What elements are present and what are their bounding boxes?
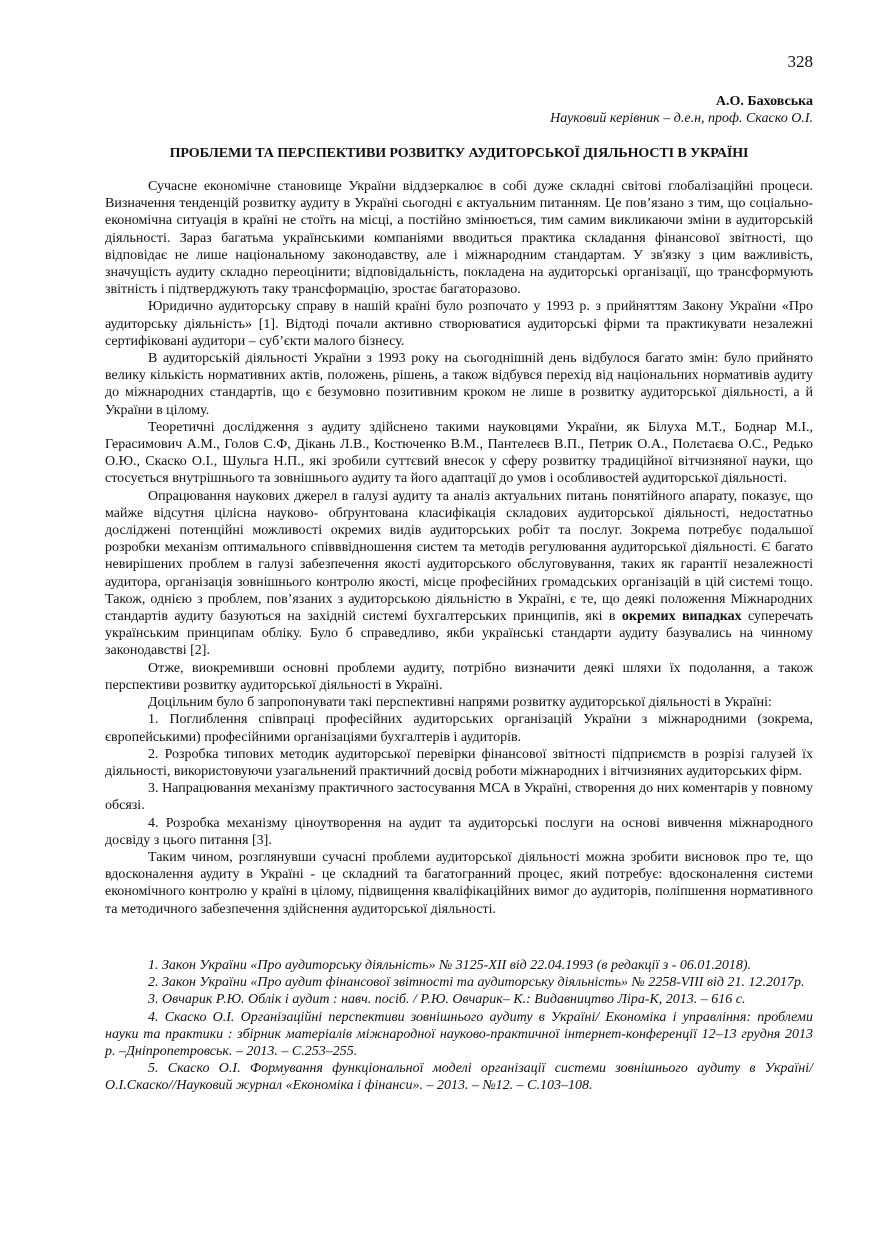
list-item: 1. Поглиблення співпраці професійних аудиторських організацій України з міжнародними (зокрема, європейськими) професійними організаціями бухгалтерів і аудиторів. [105, 712, 813, 745]
emphasis-text: окремих випадках [621, 609, 742, 625]
paragraph: Сучасне економічне становище України віддзеркалює в собі дуже складні світові глобалізаційні процеси. Визначення тенденцій розвитку аудиту в Україні сьогодні є актуальним питанням. Це пов’язано з тим, що соціально-економічна ситуація в країні не стоїть на місці, а постійно змінюється, тим самим викликаючи зміни в аудиторській діяльності. Зараз багатьма українськими компаніями вводиться практика складання фінансової звітності, що відповідає не лише національному законодавству, але і міжнародним стандартам. У зв'язку з цим важливість, значущість аудиту складно переоцінити; відповідальність, покладена на аудиторські організації, що трансформують звітність і підтверджують таку трансформацію, зростає багаторазово. [105, 179, 813, 298]
article-body [105, 178, 813, 918]
list-item: 4. Розробка механізму ціноутворення на аудит та аудиторські послуги на основі вивчення міжнародного досвіду з цього питання [3]. [105, 815, 813, 848]
reference-item: 1. Закон України «Про аудиторську діяльність» № 3125-XII від 22.04.1993 (в редакції з - 06.01.2018). [148, 958, 752, 973]
paragraph: Доцільним було б запропонувати такі перспективні напрями розвитку аудиторської діяльності в Україні: [148, 695, 772, 711]
reference-item: 5. Скаско О.І. Формування функціональної моделі організації системи зовнішнього аудиту в Україні/О.І.Скаско//Науковий журнал «Економіка і фінанси». – 2013. – №12. – С.103–108. [105, 1061, 813, 1094]
paragraph: Теоретичні дослідження з аудиту здійснено такими науковцями України, як Білуха М.Т., Боднар М.І., Герасимович А.М., Голов С.Ф, Дікань Л.В., Костюченко В.М., Пантелеєв В.П., Петрик О.А., Полєтаєва О.С., Редько О.Ю., Скаско О.І., Шульга Н.П., які зробили суттєвий внесок у сферу розвитку традиційної вітчизняної науки, що стосується внутрішнього та зовнішнього аудиту та його адаптації до умов і особливостей аудиторської діяльності. [105, 419, 813, 487]
paragraph: Юридично аудиторську справу в нашій країні було розпочато у 1993 р. з прийняттям Закону України «Про аудиторську діяльність» [1]. Відтоді почали активно створюватися аудиторські фірми та практикувати незалежні сертифіковані аудитори – суб’єкти малого бізнесу. [105, 299, 813, 349]
reference-item: 4. Скаско О.І. Організаційні перспективи зовнішнього аудиту в Україні/ Економіка і управління: проблеми науки та практики : збірник матеріалів міжнародної науково-практичної інтернет-конференції 12–13 грудня 2013 р. –Дніпропетровськ. – 2013. – С.253–255. [105, 1009, 813, 1060]
paragraph-text: Опрацювання наукових джерел в галузі аудиту та аналіз актуальних питань понятійного апарату, показує, що майже відсутня цілісна науково- обґрунтована класифікація складових аудиторської діяльності, недостатньо досліджені потенційні можливості окремих видів аудиторських робіт та послуг. Зокрема потребує подальшої розробки механізм оптимального співввідношення систем та методів регулювання аудиторської діяльності. Є багато невирішених проблем в галузі забезпечення якості аудиторського обслуговування, таких як гарантії незалежності аудитора, організація зовнішнього контролю якості, місце професійних громадських організацій в цій системі тощо. Також, однією з проблем, пов’язаних з аудиторською діяльністю в Україні, є те, що деякі положення Міжнародних стандартів аудиту базуються на західній системі бухгалтерських принципів, які в [105, 488, 813, 625]
paragraph: Таким чином, розглянувши сучасні проблеми аудиторської діяльності можна зробити висновок про те, що вдосконалення аудиту в Україні - це складний та багатогранний процес, який потребує: вдосконалення системи економічного контролю у країні в цілому, підвищення кваліфікаційних вимог до аудиторів, поліпшення нормативного та методичного забезпечення здійснення аудиторської діяльності. [105, 849, 813, 917]
article-title: ПРОБЛЕМИ ТА ПЕРСПЕКТИВИ РОЗВИТКУ АУДИТОРСЬКОЇ ДІЯЛЬНОСТІ В УКРАЇНІ [169, 146, 749, 161]
reference-item: 2. Закон України «Про аудит фінансової звітності та аудиторську діяльність» № 2258-VIII від 21. 12.2017р. [148, 975, 805, 991]
paragraph-text: суперечать українським принципам обліку. Було б справедливо, якби українські стандарти аудиту базувались на чинному законодавстві [2]. [105, 609, 813, 659]
paragraph: В аудиторській діяльності України з 1993 року на сьогоднішній день відбулося багато змін: було прийнято велику кількість нормативних актів, положень, рішень, а також відбувся перехід від національних нормативів аудиту до міжнародних стандартів, що є безумовно позитивним кроком не лише в розвитку аудиторської діяльності, а й України в цілому. [105, 351, 813, 418]
list-item: 2. Розробка типових методик аудиторської перевірки фінансової звітності підприємств в розрізі галузей їх діяльності, використовуючи узагальнений практичний досвід роботи міжнародних і вітчизняних аудиторських фірм. [105, 746, 813, 779]
reference-item: 3. Овчарик Р.Ю. Облік і аудит : навч. посіб. / Р.Ю. Овчарик– К.: Видавництво Ліра-К, 2013. – 616 с. [148, 992, 746, 1008]
references-list [105, 957, 813, 1095]
list-item: 3. Напрацювання механізму практичного застосування МСА в Україні, створення до них коментарів у повному обсязі. [105, 781, 813, 814]
page-number: 328 [787, 52, 813, 71]
paragraph [105, 488, 813, 660]
author-name: А.О. Баховська [715, 94, 813, 109]
supervisor-line: Науковий керівник – д.е.н, проф. Скаско О.І. [550, 111, 813, 126]
paragraph: Отже, виокремивши основні проблеми аудиту, потрібно визначити деякі шляхи їх подолання, а також перспективи розвитку аудиторської діяльності в Україні. [105, 660, 813, 693]
